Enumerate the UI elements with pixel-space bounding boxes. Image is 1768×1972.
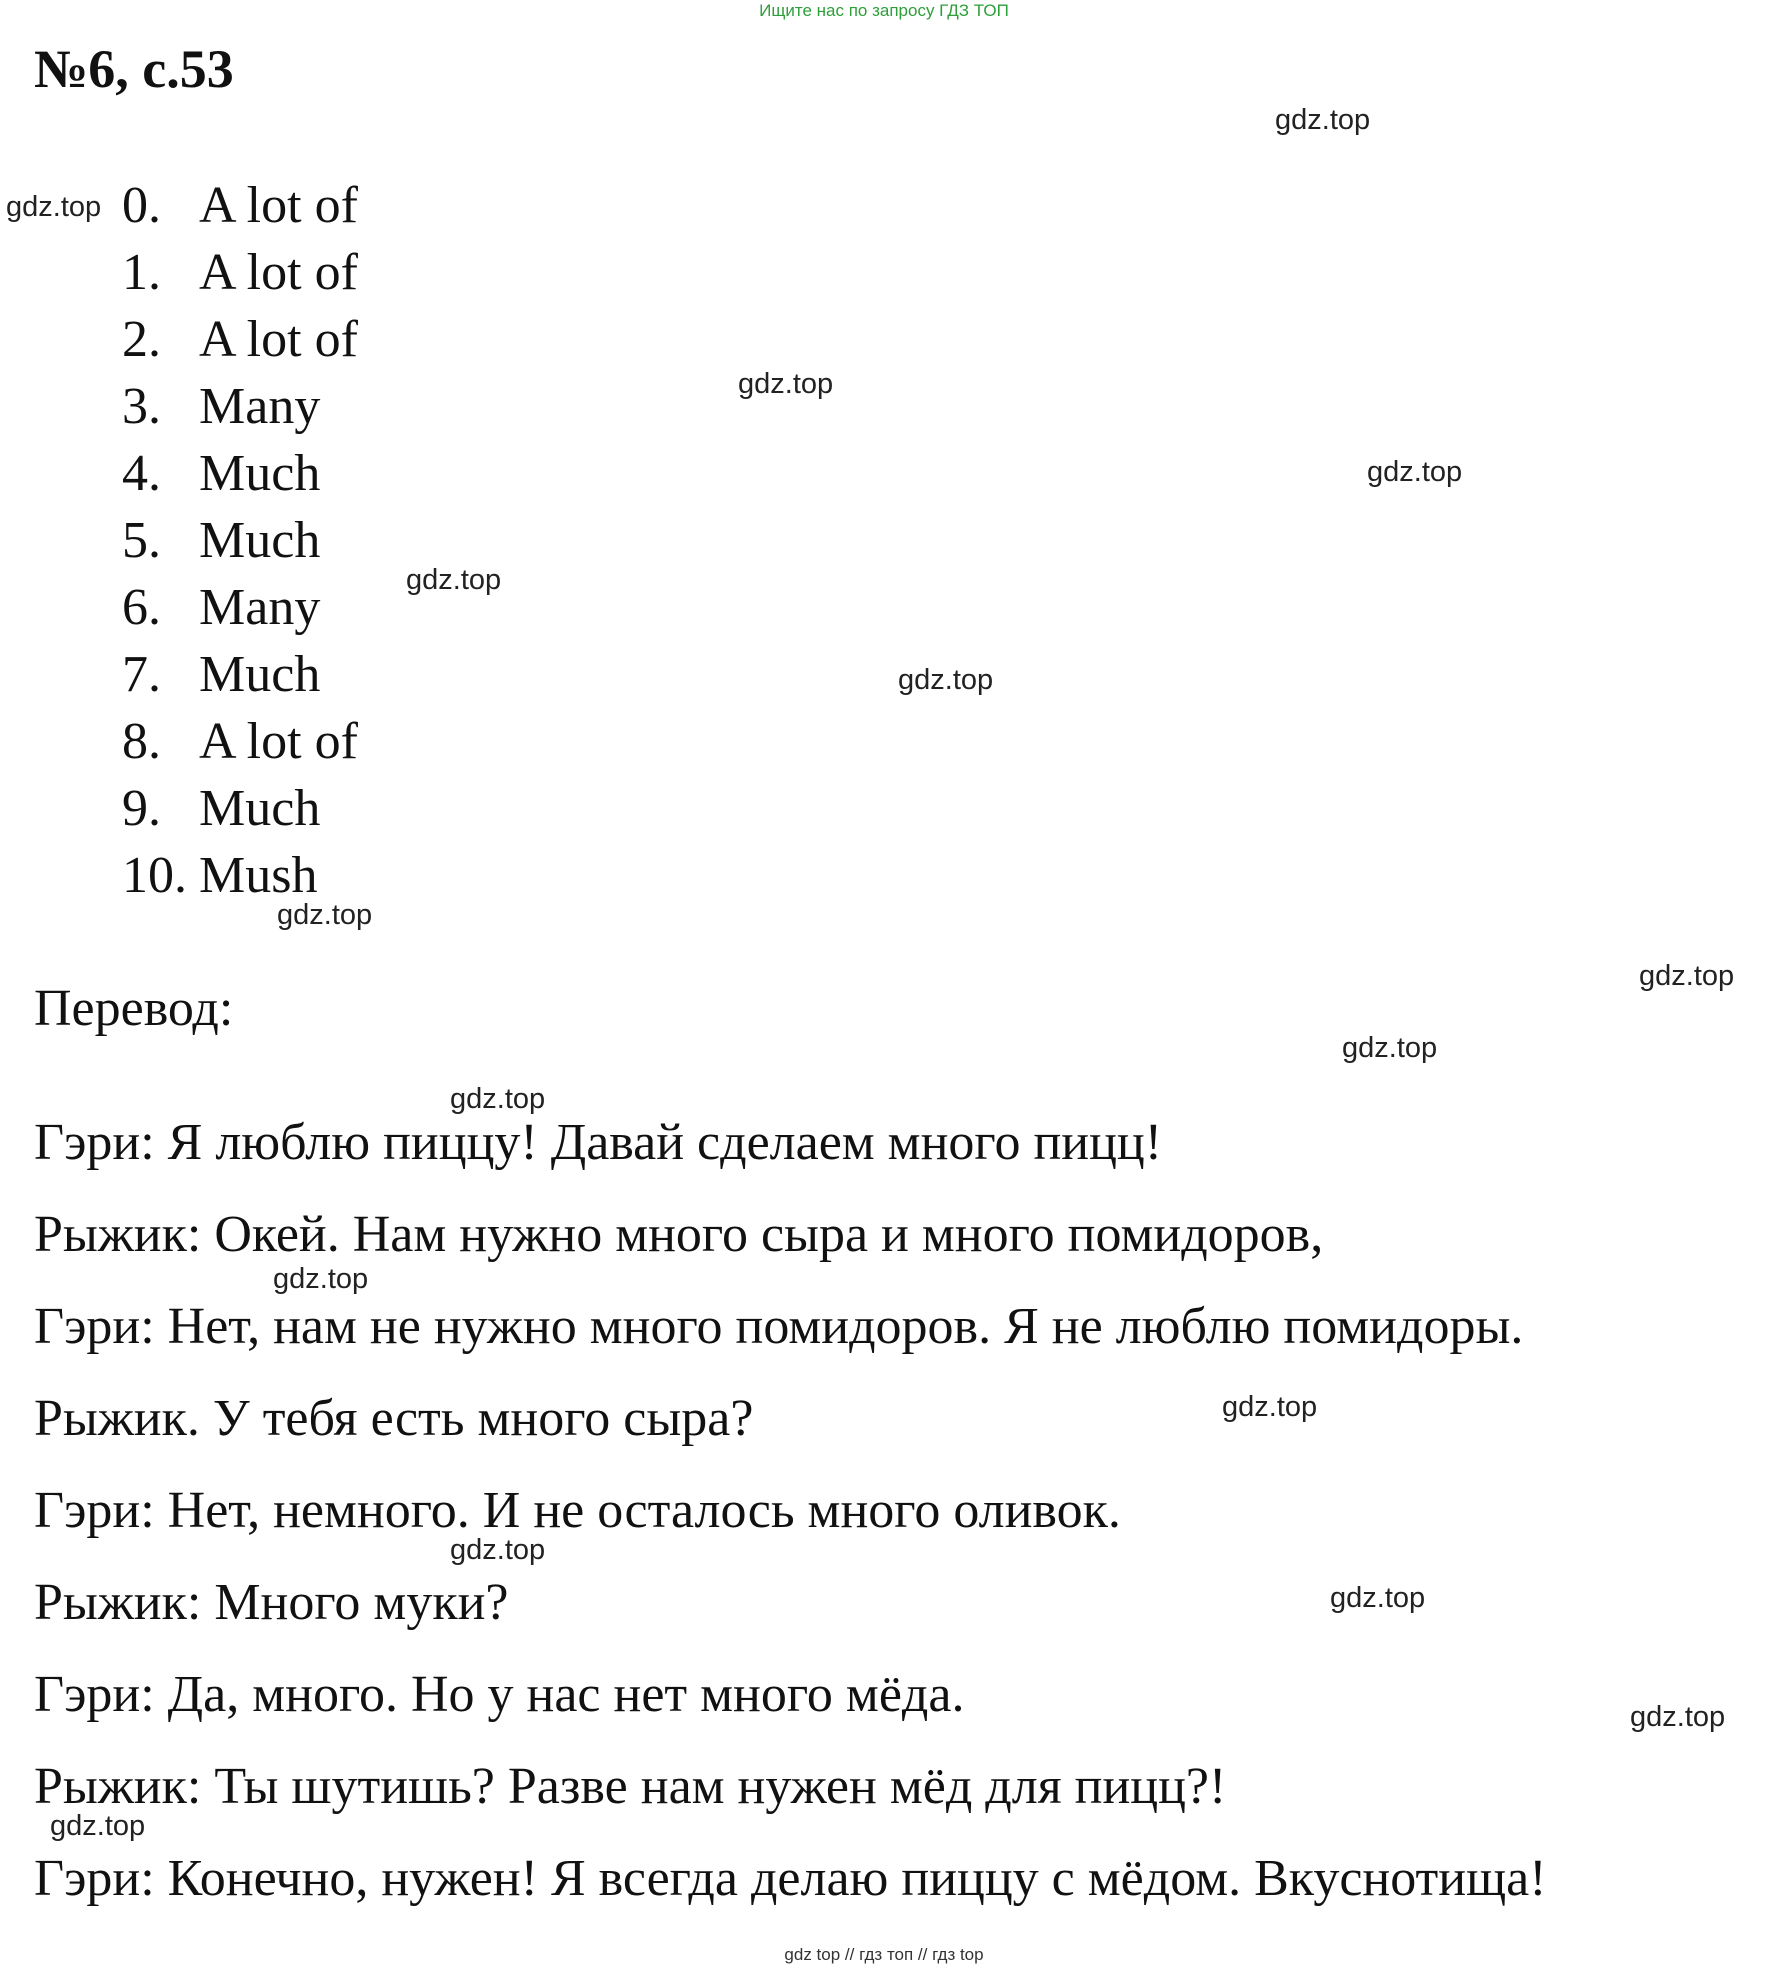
watermark: gdz.top [738, 368, 834, 400]
answer-number: 5. [122, 512, 161, 569]
answer-number: 7. [122, 646, 161, 703]
watermark: gdz.top [450, 1534, 546, 1566]
answer-number: 10. [122, 847, 187, 904]
footer: gdz top // гдз топ // гдз top [784, 1945, 984, 1964]
translation-heading: Перевод: [34, 980, 234, 1037]
answer-word: Much [199, 445, 321, 502]
dialogue-line: Гэри: Нет, немного. И не осталось много оливок. [34, 1482, 1121, 1539]
dialogue-line: Гэри: Да, много. Но у нас нет много мёда. [34, 1666, 965, 1723]
watermark: gdz.top [1330, 1582, 1426, 1614]
answer-number: 0. [122, 177, 161, 234]
dialogue-line: Рыжик: Ты шутишь? Разве нам нужен мёд для пицц?! [34, 1758, 1227, 1815]
dialogue-line: Гэри: Я люблю пиццу! Давай сделаем много пицц! [34, 1114, 1163, 1171]
top-banner: Ищите нас по запросу ГДЗ ТОП [759, 1, 1009, 20]
watermark: gdz.top [1342, 1032, 1438, 1064]
watermark: gdz.top [1639, 960, 1735, 992]
watermark: gdz.top [898, 664, 994, 696]
answer-word: Many [199, 579, 321, 636]
watermark: gdz.top [6, 191, 102, 223]
answer-word: A lot of [199, 311, 358, 368]
dialogue-line: Рыжик: Окей. Нам нужно много сыра и много помидоров, [34, 1206, 1324, 1263]
watermark: gdz.top [1275, 104, 1371, 136]
dialogue-line: Гэри: Конечно, нужен! Я всегда делаю пиццу с мёдом. Вкуснотища! [34, 1850, 1547, 1907]
answer-word: Many [199, 378, 321, 435]
answer-number: 4. [122, 445, 161, 502]
answer-word: A lot of [199, 177, 358, 234]
watermark: gdz.top [277, 899, 373, 931]
answer-word: Much [199, 780, 321, 837]
answer-word: A lot of [199, 244, 358, 301]
watermark: gdz.top [1222, 1391, 1318, 1423]
dialogue-line: Рыжик. У тебя есть много сыра? [34, 1390, 754, 1447]
answer-number: 2. [122, 311, 161, 368]
answer-word: Much [199, 646, 321, 703]
watermark: gdz.top [406, 564, 502, 596]
watermark: gdz.top [450, 1083, 546, 1115]
dialogue-line: Гэри: Нет, нам не нужно много помидоров. Я не люблю помидоры. [34, 1298, 1524, 1355]
answer-number: 9. [122, 780, 161, 837]
watermark: gdz.top [1367, 456, 1463, 488]
page-title: №6, с.53 [34, 39, 234, 99]
dialogue-line: Рыжик: Много муки? [34, 1574, 509, 1631]
answer-number: 1. [122, 244, 161, 301]
answer-word: Mush [199, 847, 318, 904]
answer-word: Much [199, 512, 321, 569]
answer-number: 3. [122, 378, 161, 435]
answer-number: 6. [122, 579, 161, 636]
watermark: gdz.top [273, 1263, 369, 1295]
watermark: gdz.top [50, 1810, 146, 1842]
answer-number: 8. [122, 713, 161, 770]
answer-word: A lot of [199, 713, 358, 770]
watermark: gdz.top [1630, 1701, 1726, 1733]
